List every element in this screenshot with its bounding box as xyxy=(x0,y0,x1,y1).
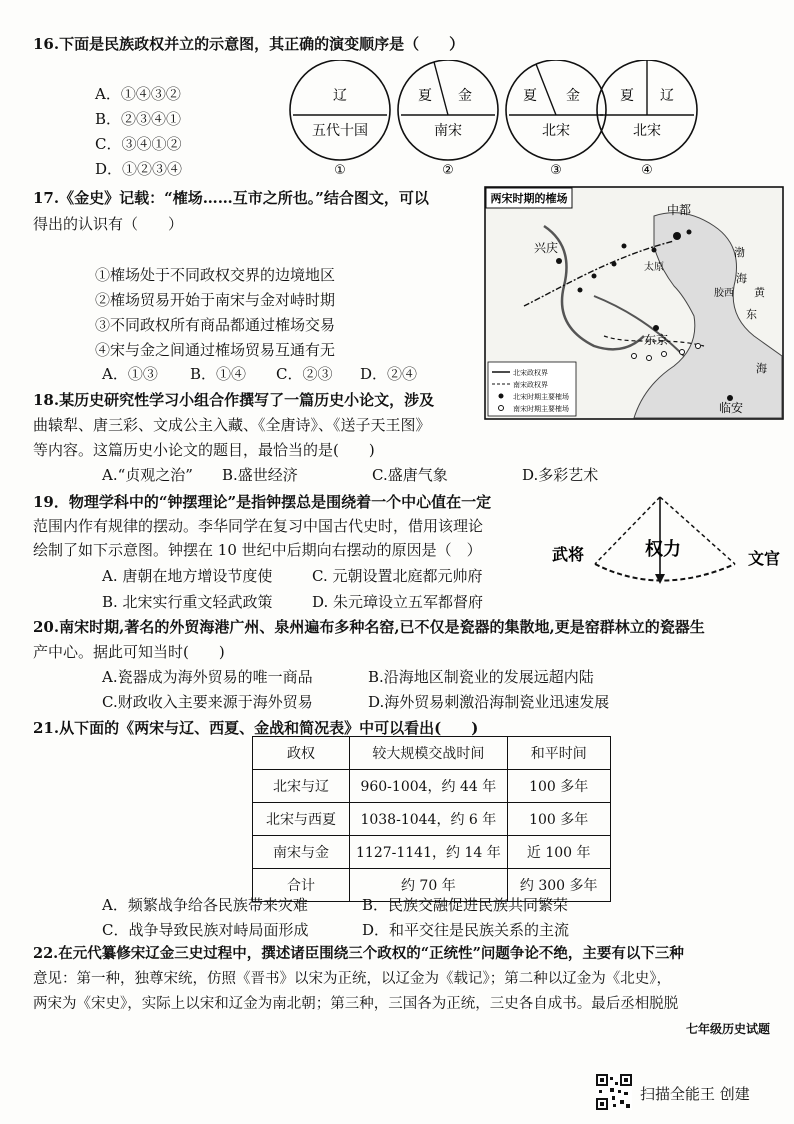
q20-line1: 20.南宋时期,著名的外贸海港广州、泉州遍布多种名窑,已不仅是瓷器的集散地,更是窑群林立的瓷器生 xyxy=(33,618,705,636)
map-place-xingqing: 兴庆 xyxy=(534,241,559,255)
q16-option-b[interactable]: B．②③④① xyxy=(95,110,182,128)
q17-option-b[interactable]: B．①④ xyxy=(190,365,247,383)
q17-item-1: ①榷场处于不同政权交界的边境地区 xyxy=(95,266,336,284)
table-cell: 南宋与金 xyxy=(253,836,350,869)
q16-stem: 16.下面是民族政权并立的示意图，其正确的演变顺序是（ ） xyxy=(33,35,465,53)
table-cell: 北宋与西夏 xyxy=(253,803,350,836)
map-place-taiyuan: 太原 xyxy=(644,262,664,273)
q16-regime-diagrams xyxy=(285,60,700,180)
circle2-top-right: 金 xyxy=(458,88,472,104)
circle4-bottom: 北宋 xyxy=(633,123,661,139)
table-header-row xyxy=(253,737,611,770)
circle2-bottom: 南宋 xyxy=(434,123,462,139)
q16-option-d[interactable]: D．①②③④ xyxy=(95,160,183,178)
map-legend-2: 南宋政权界 xyxy=(513,381,548,389)
pendulum-left-label: 武将 xyxy=(552,545,585,564)
q20-line2: 产中心。据此可知当时( ) xyxy=(33,643,225,661)
q18-option-b[interactable]: B.盛世经济 xyxy=(222,466,298,484)
regime-circle-2 xyxy=(398,60,498,178)
q17-item-4: ④宋与金之间通过榷场贸易互通有无 xyxy=(95,341,336,359)
table-cell: 1038-1044，约 6 年 xyxy=(350,803,508,836)
map-place-jiaoxi: 胶西 xyxy=(714,288,734,299)
q19-line1: 19．物理学科中的“钟摆理论”是指钟摆总是围绕着一个中心值在一定 xyxy=(33,493,492,511)
war-peace-table xyxy=(252,736,611,902)
q21-option-b[interactable]: B．民族交融促进民族共同繁荣 xyxy=(362,896,569,914)
circle4-top-left: 夏 xyxy=(620,88,634,104)
circle2-num: ② xyxy=(442,163,454,178)
circle3-top-right: 金 xyxy=(566,88,580,104)
table-row xyxy=(253,803,611,836)
circle1-top: 辽 xyxy=(333,88,347,104)
q17-stem-line1: 17.《金史》记载：“榷场……互市之所也。”结合图文，可以 xyxy=(33,189,429,207)
q19-option-c[interactable]: C. 元朝设置北庭都元帅府 xyxy=(312,567,483,585)
regime-circle-4 xyxy=(597,60,697,178)
q17-option-d[interactable]: D．②④ xyxy=(360,365,418,383)
circle3-num: ③ xyxy=(550,163,562,178)
circle3-top-left: 夏 xyxy=(523,88,537,104)
map-legend-1: 北宋政权界 xyxy=(513,369,548,377)
q17-option-a[interactable]: A．①③ xyxy=(102,365,158,383)
q17-option-c[interactable]: C．②③ xyxy=(276,365,333,383)
table-cell: 960-1004，约 44 年 xyxy=(350,770,508,803)
table-cell: 合计 xyxy=(253,869,350,902)
table-cell: 近 100 年 xyxy=(507,836,610,869)
q21-option-a[interactable]: A．频繁战争给各民族带来灾难 xyxy=(102,896,308,914)
q20-option-c[interactable]: C.财政收入主要来源于海外贸易 xyxy=(102,693,313,711)
circle1-bottom: 五代十国 xyxy=(312,123,368,139)
map-place-dongjing: 东京 xyxy=(644,333,669,347)
q20-option-b[interactable]: B.沿海地区制瓷业的发展远超内陆 xyxy=(368,668,594,686)
table-row xyxy=(253,836,611,869)
map-place-bo: 渤 xyxy=(734,246,745,259)
table-cell: 约 300 多年 xyxy=(507,869,610,902)
q21-option-c[interactable]: C．战争导致民族对峙局面形成 xyxy=(102,921,309,939)
table-cell: 100 多年 xyxy=(507,803,610,836)
table-header: 政权 xyxy=(253,737,350,770)
q17-stem-line2: 得出的认识有（ ） xyxy=(33,215,184,233)
map-place-hai1: 海 xyxy=(736,272,747,285)
q19-line3: 绘制了如下示意图。钟摆在 10 世纪中后期向右摆动的原因是（ ） xyxy=(33,541,482,559)
table-row xyxy=(253,770,611,803)
q18-line3: 等内容。这篇历史小论文的题目，最恰当的是( ) xyxy=(33,441,375,459)
map-title: 两宋时期的榷场 xyxy=(490,192,568,205)
q18-line2: 曲辕犁、唐三彩、文成公主入藏、《全唐诗》、《送子天王图》 xyxy=(33,416,431,434)
q17-item-3: ③不同政权所有商品都通过榷场交易 xyxy=(95,316,336,334)
q21-option-d[interactable]: D．和平交往是民族关系的主流 xyxy=(362,921,570,939)
q19-pendulum-diagram xyxy=(545,492,790,592)
map-place-zhongdu: 中都 xyxy=(667,203,692,217)
map-place-dong: 东 xyxy=(746,308,757,321)
q20-option-a[interactable]: A.瓷器成为海外贸易的唯一商品 xyxy=(102,668,313,686)
q22-line2: 意见：第一种，独尊宋统，仿照《晋书》以宋为正统，以辽金为《载记》；第二种以辽金为《北史》， xyxy=(33,971,671,987)
q18-option-d[interactable]: D.多彩艺术 xyxy=(522,466,599,484)
table-cell: 100 多年 xyxy=(507,770,610,803)
map-place-huang: 黄 xyxy=(754,286,765,299)
q19-line2: 范围内作有规律的摆动。李华同学在复习中国古代史时，借用该理论 xyxy=(33,517,484,535)
q19-option-b[interactable]: B. 北宋实行重文轻武政策 xyxy=(102,593,273,611)
pendulum-right-label: 文官 xyxy=(748,549,781,568)
q19-option-a[interactable]: A. 唐朝在地方增设节度使 xyxy=(102,567,273,585)
q16-option-c[interactable]: C．③④①② xyxy=(95,135,182,153)
regime-circle-1 xyxy=(290,60,390,178)
page-label: 七年级历史试题 xyxy=(686,1022,771,1036)
q22-line1: 22.在元代纂修宋辽金三史过程中，撰述诸臣围绕三个政权的“正统性”问题争论不绝，主要有以下三种 xyxy=(33,945,684,962)
q20-option-d[interactable]: D.海外贸易刺激沿海制瓷业迅速发展 xyxy=(368,693,610,711)
table-header: 和平时间 xyxy=(507,737,610,770)
q17-map xyxy=(484,186,784,420)
map-place-linan: 临安 xyxy=(719,401,744,415)
map-place-hai2: 海 xyxy=(756,362,767,375)
qr-code-icon xyxy=(596,1074,632,1110)
table-cell: 约 70 年 xyxy=(350,869,508,902)
q22-line3: 两宋为《宋史》，实际上以宋和辽金为南北朝；第三种，三国各为正统，三史各自成书。最后丞相脱脱 xyxy=(33,996,679,1012)
q19-option-d[interactable]: D. 朱元璋设立五军都督府 xyxy=(312,593,484,611)
map-legend-4: 南宋时期主要榷场 xyxy=(513,405,569,413)
circle1-num: ① xyxy=(334,163,346,178)
q17-item-2: ②榷场贸易开始于南宋与金对峙时期 xyxy=(95,291,336,309)
q18-option-c[interactable]: C.盛唐气象 xyxy=(372,466,448,484)
table-header: 较大规模交战时间 xyxy=(350,737,508,770)
regime-circle-3 xyxy=(506,60,606,178)
q16-option-a[interactable]: A．①④③② xyxy=(95,85,181,103)
scanner-credit: 扫描全能王 创建 xyxy=(640,1085,750,1103)
table-cell: 北宋与辽 xyxy=(253,770,350,803)
circle4-num: ④ xyxy=(641,163,653,178)
map-legend-3: 北宋时期主要榷场 xyxy=(513,393,569,401)
q21-stem: 21.从下面的《两宋与辽、西夏、金战和简况表》中可以看出( ) xyxy=(33,719,479,737)
circle4-top-right: 辽 xyxy=(660,88,674,104)
circle3-bottom: 北宋 xyxy=(542,123,570,139)
table-cell: 1127-1141，约 14 年 xyxy=(350,836,508,869)
pendulum-center-label: 权力 xyxy=(645,539,681,560)
q18-line1: 18.某历史研究性学习小组合作撰写了一篇历史小论文，涉及 xyxy=(33,391,435,409)
circle2-top-left: 夏 xyxy=(418,88,432,104)
q18-option-a[interactable]: A.“贞观之治” xyxy=(102,466,193,484)
